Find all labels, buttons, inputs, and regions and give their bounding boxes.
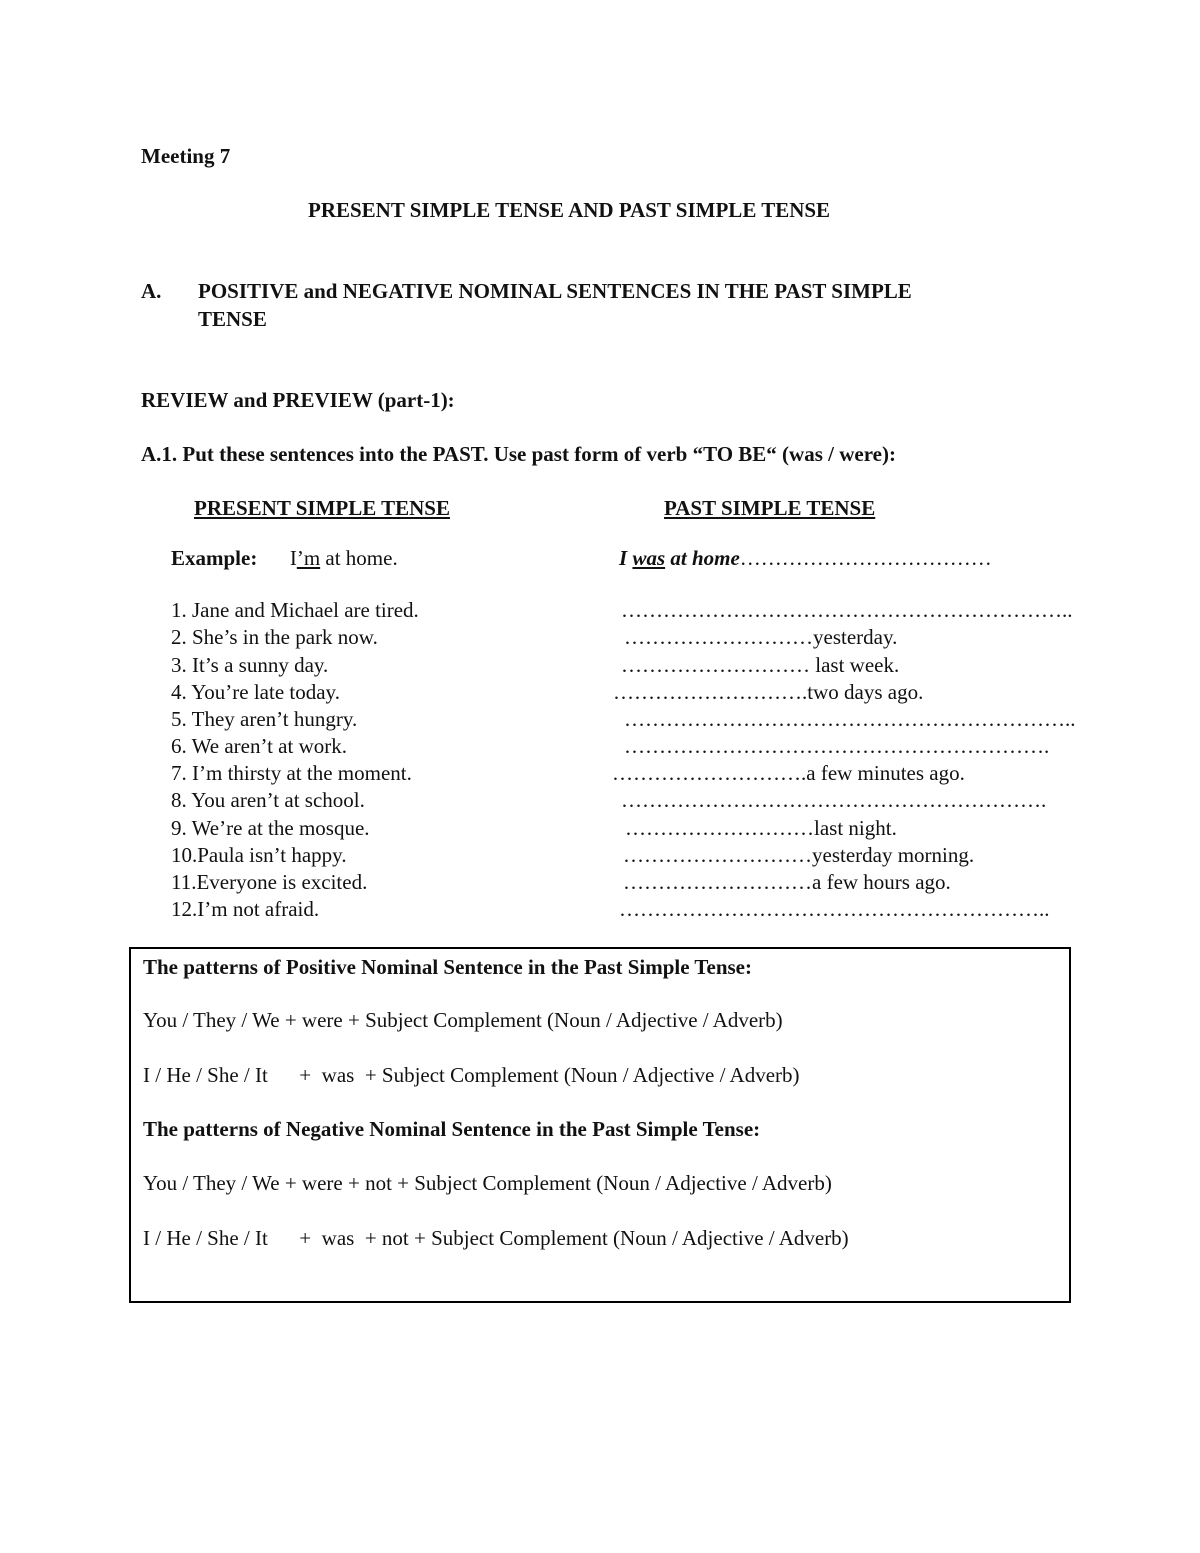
example-label: Example: (171, 546, 258, 570)
exercise-present-sentence: 6. We aren’t at work. (171, 734, 347, 758)
section-a-heading-line2: TENSE (198, 307, 267, 331)
exercise-past-answer-blank: ……………………………………………………….. (621, 598, 1073, 622)
example-row (171, 548, 398, 569)
exercise-item (0, 899, 1200, 925)
exercise-present-sentence: 9. We’re at the mosque. (171, 816, 370, 840)
exercise-present-sentence: 3. It’s a sunny day. (171, 653, 329, 677)
negative-pattern-2: I / He / She / It + was + not + Subject Complement (Noun / Adjective / Adverb) (143, 1226, 849, 1250)
section-a-letter: A. (141, 279, 162, 303)
exercise-past-answer-blank: …………………………………………………….. (619, 897, 1050, 921)
exercise-past-answer-blank: ………………………last night. (625, 816, 897, 840)
exercise-present-sentence: 5. They aren’t hungry. (171, 707, 358, 731)
positive-pattern-2: I / He / She / It + was + Subject Complement (Noun / Adjective / Adverb) (143, 1063, 800, 1087)
exercise-item (0, 790, 1200, 816)
exercise-present-sentence: 8. You aren’t at school. (171, 788, 365, 812)
exercise-past-answer-blank: ……………………………………………………. (624, 734, 1050, 758)
review-heading: REVIEW and PREVIEW (part-1): (141, 388, 455, 412)
positive-pattern-1: You / They / We + were + Subject Complement (Noun / Adjective / Adverb) (143, 1008, 783, 1032)
patterns-box (129, 947, 1071, 1303)
exercise-item (0, 655, 1200, 681)
exercise-present-sentence: 7. I’m thirsty at the moment. (171, 761, 412, 785)
exercise-item (0, 709, 1200, 735)
meeting-label: Meeting 7 (141, 144, 231, 168)
exercise-past-answer-blank: ………………………yesterday morning. (623, 843, 975, 867)
instruction: A.1. Put these sentences into the PAST. Use past form of verb “TO BE“ (was / were): (141, 442, 896, 466)
exercise-item (0, 736, 1200, 762)
exercise-item (0, 818, 1200, 844)
exercise-item (0, 627, 1200, 653)
exercise-present-sentence: 2. She’s in the park now. (171, 625, 378, 649)
exercise-present-sentence: 11.Everyone is excited. (171, 870, 368, 894)
exercise-past-answer-blank: ………………………yesterday. (624, 625, 898, 649)
exercise-past-answer-blank: ……………………………………………………….. (624, 707, 1076, 731)
exercise-item (0, 872, 1200, 898)
exercise-item (0, 845, 1200, 871)
exercise-item (0, 763, 1200, 789)
exercise-present-sentence: 4. You’re late today. (171, 680, 340, 704)
negative-pattern-heading: The patterns of Negative Nominal Sentence in the Past Simple Tense: (143, 1117, 761, 1141)
exercise-present-sentence: 12.I’m not afraid. (171, 897, 320, 921)
page-title: PRESENT SIMPLE TENSE AND PAST SIMPLE TENSE (308, 198, 831, 222)
exercise-past-answer-blank: ………………………a few hours ago. (623, 870, 951, 894)
exercise-item (0, 682, 1200, 708)
exercise-past-answer-blank: ……………………… last week. (621, 653, 900, 677)
exercise-past-answer-blank: ……………………….two days ago. (613, 680, 924, 704)
exercise-item (0, 600, 1200, 626)
example-present: I’m at home. (289, 546, 398, 570)
column-header-past: PAST SIMPLE TENSE (664, 496, 876, 520)
exercise-past-answer-blank: ……………………….a few minutes ago. (612, 761, 965, 785)
exercise-present-sentence: 10.Paula isn’t happy. (171, 843, 347, 867)
section-a-heading-line1: POSITIVE and NEGATIVE NOMINAL SENTENCES IN THE PAST SIMPLE (198, 279, 912, 303)
column-header-present: PRESENT SIMPLE TENSE (194, 496, 450, 520)
positive-pattern-heading: The patterns of Positive Nominal Sentence in the Past Simple Tense: (143, 955, 752, 979)
exercise-present-sentence: 1. Jane and Michael are tired. (171, 598, 419, 622)
example-past: I was at home……………………………… (619, 546, 992, 570)
exercise-past-answer-blank: ……………………………………………………. (621, 788, 1047, 812)
negative-pattern-1: You / They / We + were + not + Subject Complement (Noun / Adjective / Adverb) (143, 1171, 832, 1195)
